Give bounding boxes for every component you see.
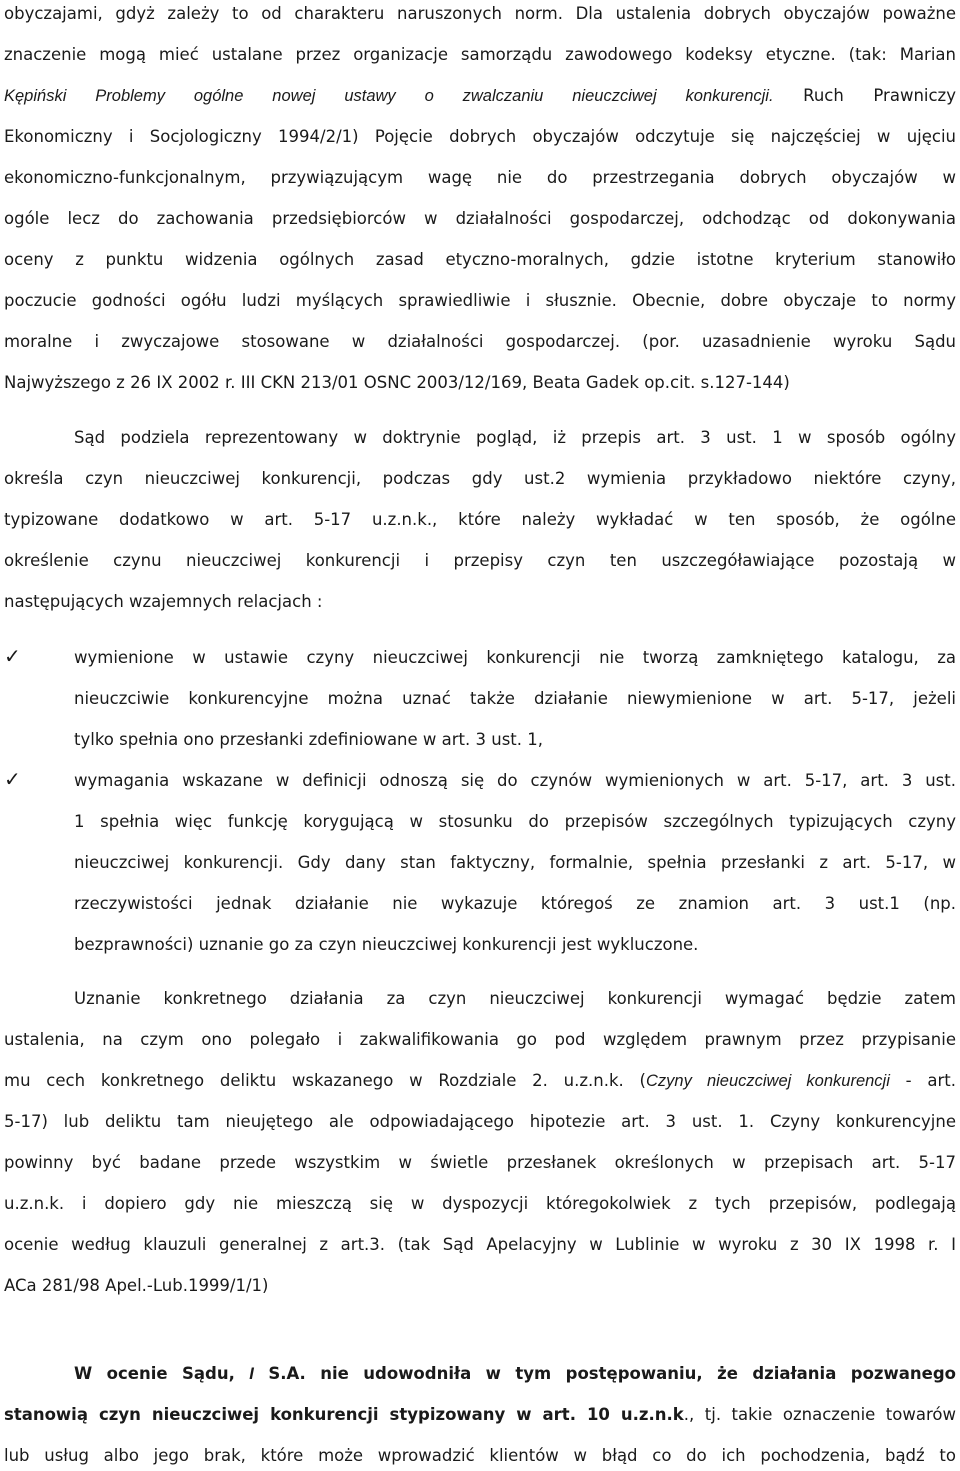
p3-line-4: 5-17) lub deliktu tam nieujętego ale odpowiadającego hipotezie art. 3 ust. 1. Czyny konkurencyjne — [4, 1112, 956, 1131]
p3-line-3 — [4, 1071, 956, 1091]
p3-line-6: u.z.n.k. i dopiero gdy nie mieszczą się w dyspozycji któregokolwiek z tych przepisów, podlegają — [4, 1194, 956, 1213]
bullet2-line-3: nieuczciwej konkurencji. Gdy dany stan faktyczny, formalnie, spełnia przesłanki z art. 5-17, w — [74, 853, 956, 872]
p1-line-8: poczucie godności ogółu ludzi myślących sprawiedliwie i słusznie. Obecnie, dobre obyczaje to normy — [4, 291, 956, 310]
p3-line-1: Uznanie konkretnego działania za czyn nieuczciwej konkurencji wymagać będzie zatem — [74, 989, 956, 1008]
p1-line-3-rest: Ruch Prawniczy — [773, 86, 956, 105]
checkmark-icon: ✓ — [4, 644, 21, 668]
bullet2-line-5: bezprawności) uznanie go za czyn nieuczciwej konkurencji jest wykluczone. — [74, 935, 699, 954]
bullet2-line-2: 1 spełnia więc funkcję korygującą w stosunku do przepisów szczególnych typizujących czyny — [74, 812, 956, 831]
p2-line-4: określenie czynu nieuczciwej konkurencji i przepisy czyn ten uszczegóławiające pozostają w — [4, 551, 956, 570]
p1-line-2: znaczenie mogą mieć ustalane przez organizacje samorządu zawodowego kodeksy etyczne. (tak: Marian — [4, 45, 956, 64]
p2-line-1: Sąd podziela reprezentowany w doktrynie pogląd, iż przepis art. 3 ust. 1 w sposób ogólny — [74, 428, 956, 447]
bullet2-line-1: wymagania wskazane w definicji odnoszą się do czynów wymienionych w art. 5-17, art. 3 ust. — [74, 771, 956, 790]
p1-line-1: obyczajami, gdyż zależy to od charakteru naruszonych norm. Dla ustalenia dobrych obyczajów poważne — [4, 4, 956, 23]
p1-line-10: Najwyższego z 26 IX 2002 r. III CKN 213/01 OSNC 2003/12/169, Beata Gadek op.cit. s.127-144) — [4, 373, 790, 392]
p3-line-3-a: mu cech konkretnego deliktu wskazanego w Rozdziale 2. u.z.n.k. ( — [4, 1071, 646, 1090]
p3-line-2: ustalenia, na czym ono polegało i zakwalifikowania go pod względem prawnym przez przypisanie — [4, 1030, 956, 1049]
p4-bold-italic: I — [249, 1365, 254, 1383]
p2-line-5: następujących wzajemnych relacjach : — [4, 592, 323, 611]
p1-line-9: moralne i zwyczajowe stosowane w działalności gospodarczej. (por. uzasadnienie wyroku Sądu — [4, 332, 956, 351]
p1-line-7: oceny z punktu widzenia ogólnych zasad etyczno-moralnych, gdzie istotne kryterium stanowiło — [4, 250, 956, 269]
p4-line-2-rest: ., tj. takie oznaczenie towarów — [683, 1405, 956, 1424]
p2-line-2: określa czyn nieuczciwej konkurencji, podczas gdy ust.2 wymienia przykładowo niektóre czyny, — [4, 469, 956, 488]
p1-line-5: ekonomiczno-funkcjonalnym, przywiązującym wagę nie do przestrzegania dobrych obyczajów w — [4, 168, 956, 187]
p2-line-3: typizowane dodatkowo w art. 5-17 u.z.n.k., które należy wykładać w ten sposób, że ogólne — [4, 510, 956, 529]
p4-line-2 — [4, 1405, 956, 1425]
p3-line-3-italic: Czyny nieuczciwej konkurencji — [646, 1072, 890, 1090]
bullet2-line-4: rzeczywistości jednak działanie nie wykazuje któregoś ze znamion art. 3 ust.1 (np. — [74, 894, 956, 913]
p3-line-5: powinny być badane przede wszystkim w świetle przesłanek określonych w przepisach art. 5-17 — [4, 1153, 956, 1172]
p1-line-3 — [4, 86, 956, 106]
p4-bold-2: S.A. nie udowodniła w tym postępowaniu, że działania pozwanego — [253, 1364, 956, 1383]
p3-line-7: ocenie według klauzuli generalnej z art.3. (tak Sąd Apelacyjny w Lublinie w wyroku z 30 IX 1998 r. I — [4, 1235, 956, 1254]
p4-bold-3: stanowią czyn nieuczciwej konkurencji stypizowany w art. 10 u.z.n.k — [4, 1405, 684, 1424]
p3-line-3-b: - art. — [889, 1071, 956, 1090]
p3-line-8: ACa 281/98 Apel.-Lub.1999/1/1) — [4, 1276, 269, 1295]
p1-line-6: ogóle lecz do zachowania przedsiębiorców w działalności gospodarczej, odchodząc od dokonywania — [4, 209, 956, 228]
checkmark-icon: ✓ — [4, 767, 21, 791]
bullet1-line-2: nieuczciwie konkurencyjne można uznać także działanie niewymienione w art. 5-17, jeżeli — [74, 689, 956, 708]
p4-line-1 — [74, 1364, 956, 1384]
p4-line-3: lub usług albo jego brak, które może wprowadzić klientów w błąd co do ich pochodzenia, bądź to — [4, 1446, 956, 1465]
p1-citation-italic: Kępiński Problemy ogólne nowej ustawy o zwalczaniu nieuczciwej konkurencji. — [4, 87, 774, 105]
p4-bold-1: W ocenie Sądu, — [74, 1364, 250, 1383]
bullet1-line-1: wymienione w ustawie czyny nieuczciwej konkurencji nie tworzą zamkniętego katalogu, za — [74, 648, 956, 667]
p1-line-4: Ekonomiczny i Socjologiczny 1994/2/1) Pojęcie dobrych obyczajów odczytuje się najczęściej w ujęciu — [4, 127, 956, 146]
bullet1-line-3: tylko spełnia ono przesłanki zdefiniowane w art. 3 ust. 1, — [74, 730, 544, 749]
